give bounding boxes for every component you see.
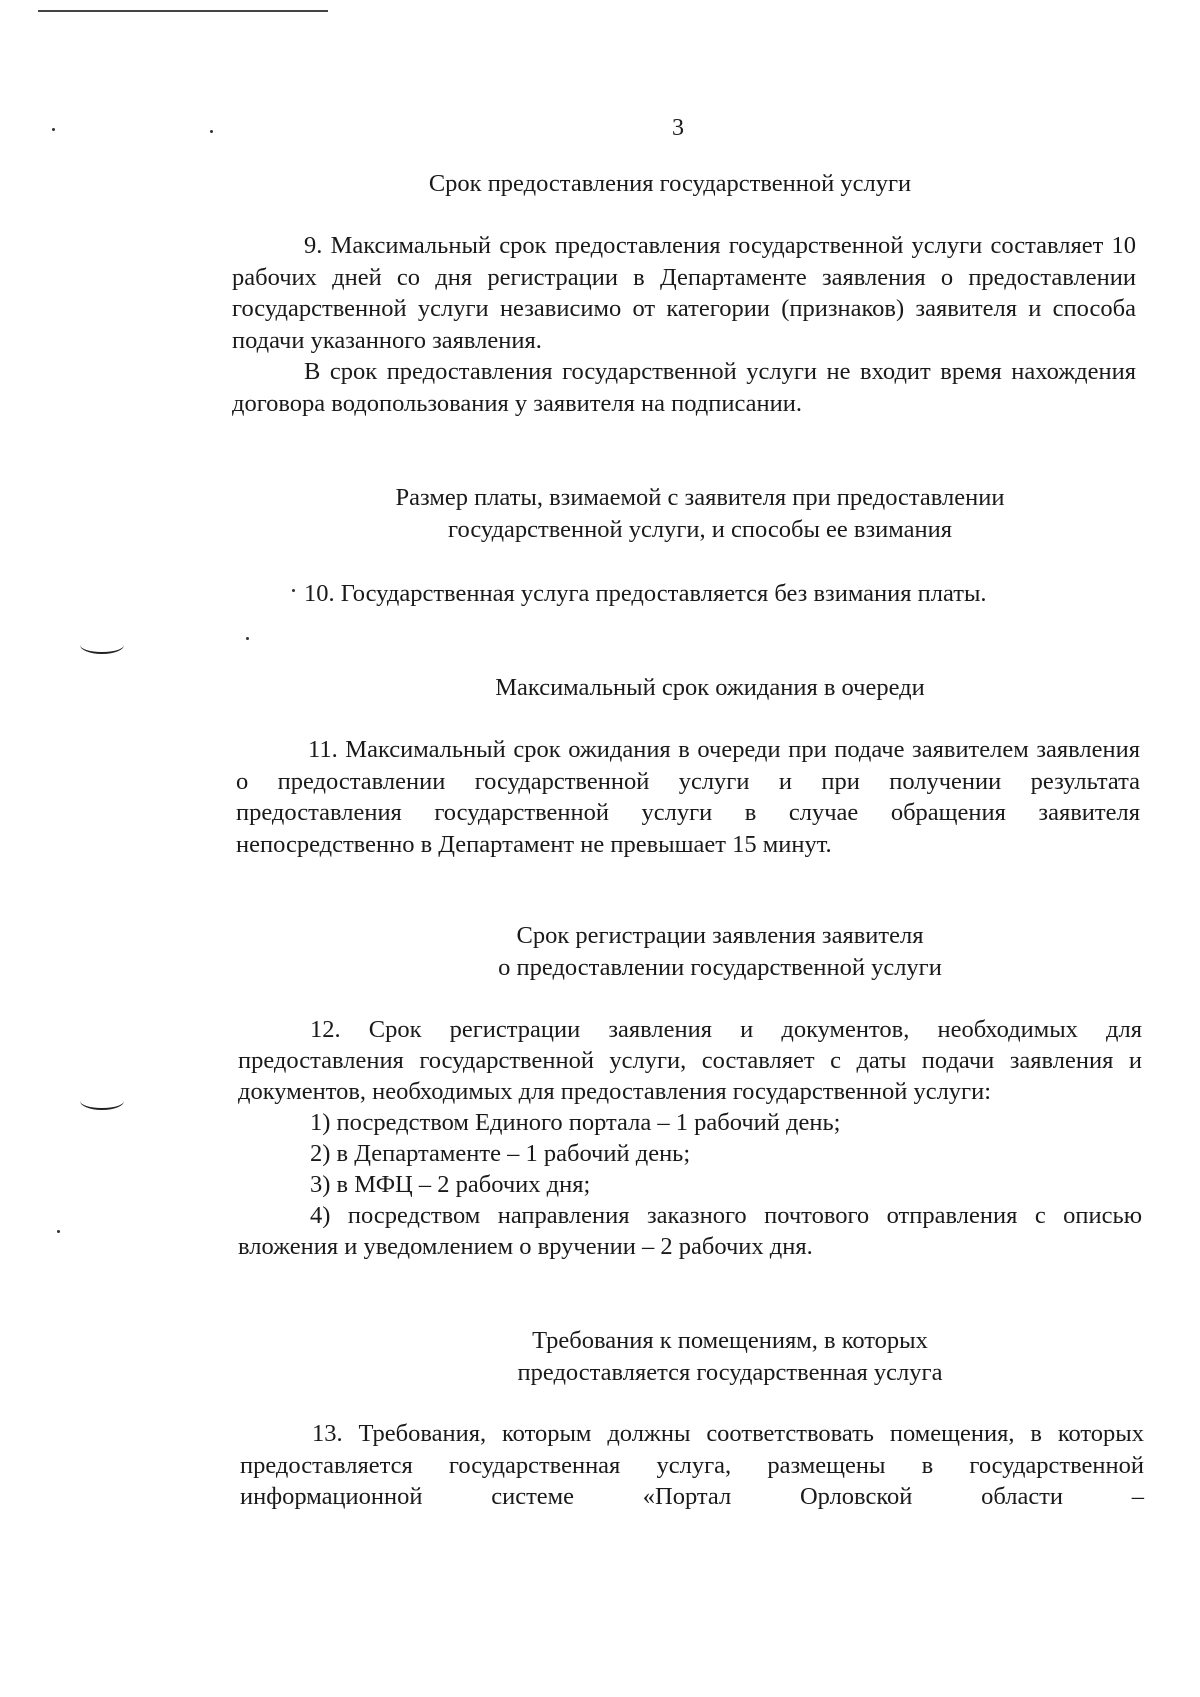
scan-speck [246, 637, 249, 640]
section-body-registration [238, 1014, 1142, 1262]
section-body-queue [236, 734, 1140, 860]
section-heading-queue: Максимальный срок ожидания в очереди [495, 674, 925, 701]
paragraph-13: 13. Требования, которым должны соответствовать помещения, в которых предоставляется государственная услуга, размещены в государственной информационной системе «Портал Орловской области – [240, 1420, 1144, 1510]
scan-speck [52, 128, 55, 131]
paragraph-12: 12. Срок регистрации заявления и документов, необходимых для предоставления государственной услуги, составляет с даты подачи заявления и документов, необходимых для предоставления государственной услуги: [238, 1016, 1142, 1105]
scan-artifact-mark [80, 636, 124, 654]
scan-speck [210, 130, 213, 133]
scan-artifact-mark [80, 1092, 124, 1110]
page-number: 3 [672, 115, 684, 141]
list-item-mfc: 3) в МФЦ – 2 рабочих дня; [310, 1171, 591, 1198]
paragraph-11: 11. Максимальный срок ожидания в очереди при подаче заявителем заявления о предоставлении государственной услуги и при получении результата предоставления государственной услуги в случае обращения заявителя непосредственно в Департамент не превышает 15 минут. [236, 736, 1140, 858]
section-body-fee [232, 578, 1136, 610]
paragraph-9-note: В срок предоставления государственной услуги не входит время нахождения договора водопользования у заявителя на подписании. [232, 358, 1136, 417]
list-item-portal: 1) посредством Единого портала – 1 рабочий день; [310, 1109, 841, 1136]
section-heading-fee: Размер платы, взимаемой с заявителя при предоставлении государственной услуги, и способы ее взимания [395, 484, 1005, 543]
section-heading-premises: Требования к помещениям, в которых предоставляется государственная услуга [517, 1327, 943, 1386]
section-heading-service-term: Срок предоставления государственной услуги [428, 170, 912, 197]
paragraph-9: 9. Максимальный срок предоставления государственной услуги составляет 10 рабочих дней со дня регистрации в Департаменте заявления о предоставлении государственной услуги независимо от категории (признаков) заявителя и способа подачи указанного заявления. [232, 232, 1136, 354]
section-body-service-term [232, 230, 1136, 419]
list-item-mail: 4) посредством направления заказного почтового отправления с описью вложения и уведомлением о вручении – 2 рабочих дня. [238, 1202, 1142, 1260]
paragraph-10: 10. Государственная услуга предоставляется без взимания платы. [304, 580, 987, 607]
list-item-department: 2) в Департаменте – 1 рабочий день; [310, 1140, 691, 1167]
scan-artifact-line [38, 10, 328, 12]
scan-speck [57, 1230, 60, 1233]
section-heading-registration: Срок регистрации заявления заявителя о предоставлении государственной услуги [498, 922, 942, 981]
section-body-premises [240, 1418, 1144, 1513]
